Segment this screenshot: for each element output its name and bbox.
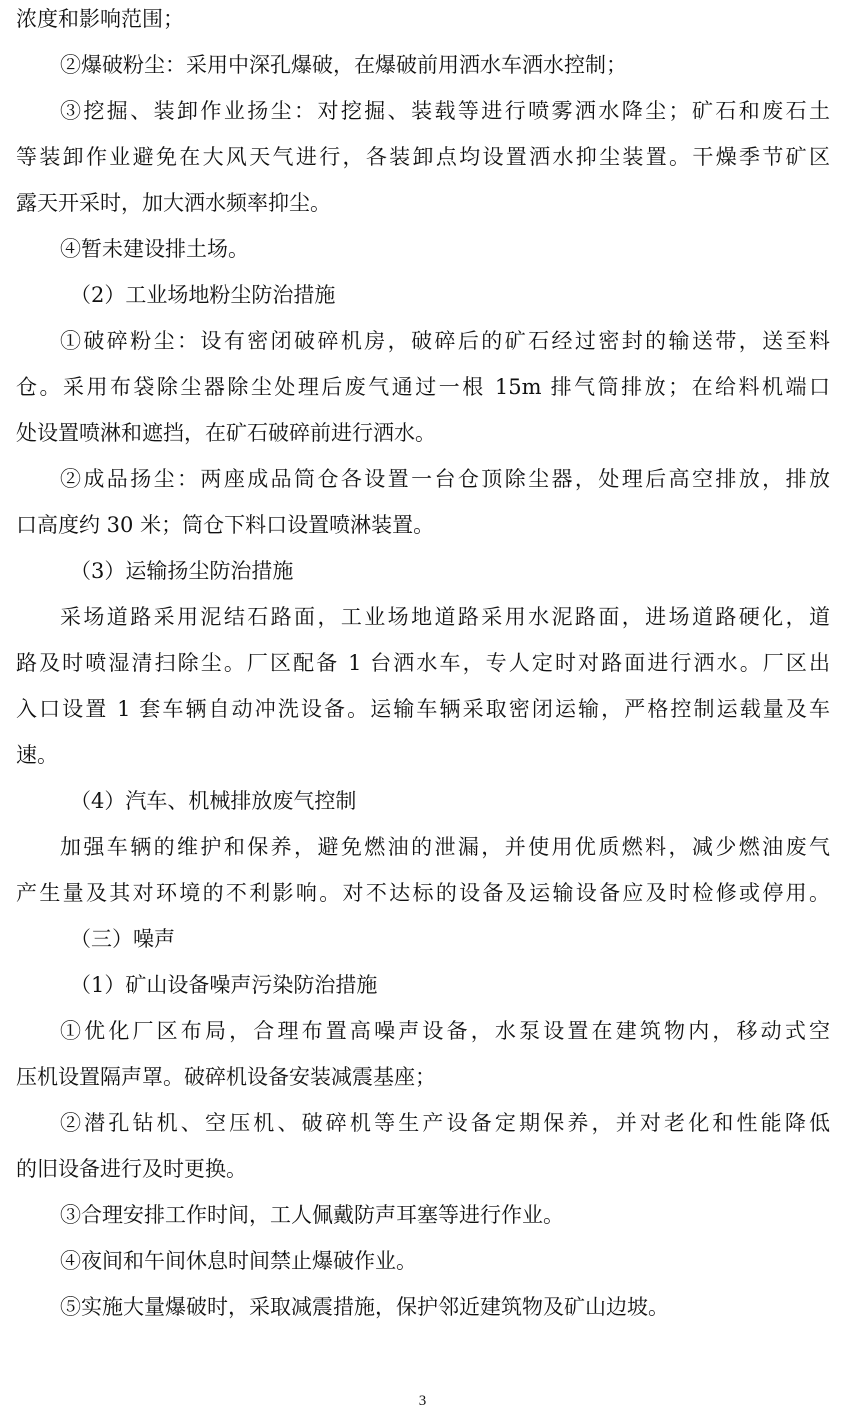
text-line: 露天开采时，加大洒水频率抑尘。: [16, 191, 331, 215]
text-line: 的旧设备进行及时更换。: [16, 1157, 247, 1181]
text-line: 浓度和影响范围；: [16, 7, 184, 31]
text-line: ①优化厂区布局，合理布置高噪声设备，水泵设置在建筑物内，移动式空: [60, 1019, 830, 1043]
body-text: [16, 0, 830, 1334]
text-line: 产生量及其对环境的不利影响。对不达标的设备及运输设备应及时检修或停用。: [16, 881, 830, 905]
section-heading: （3）运输扬尘防治措施: [70, 559, 294, 583]
text-line: 口高度约 30 米；筒仓下料口设置喷淋装置。: [16, 513, 435, 537]
text-line: ④夜间和午间休息时间禁止爆破作业。: [60, 1249, 417, 1273]
text-line: ②潜孔钻机、空压机、破碎机等生产设备定期保养，并对老化和性能降低: [60, 1111, 830, 1135]
text-line: ⑤实施大量爆破时，采取减震措施，保护邻近建筑物及矿山边坡。: [60, 1295, 669, 1319]
text-line: 加强车辆的维护和保养，避免燃油的泄漏，并使用优质燃料，减少燃油废气: [60, 835, 830, 859]
text-line: 等装卸作业避免在大风天气进行，各装卸点均设置洒水抑尘装置。干燥季节矿区: [16, 145, 830, 169]
text-line: ②爆破粉尘：采用中深孔爆破，在爆破前用洒水车洒水控制；: [60, 53, 627, 77]
text-line: ④暂未建设排土场。: [60, 237, 249, 261]
text-line: 速。: [16, 743, 58, 767]
text-line: ②成品扬尘：两座成品筒仓各设置一台仓顶除尘器，处理后高空排放，排放: [60, 467, 830, 491]
text-line: 入口设置 1 套车辆自动冲洗设备。运输车辆采取密闭运输，严格控制运载量及车: [16, 697, 830, 721]
text-line: ③合理安排工作时间，工人佩戴防声耳塞等进行作业。: [60, 1203, 564, 1227]
section-heading: （2）工业场地粉尘防治措施: [70, 283, 336, 307]
section-heading: （4）汽车、机械排放废气控制: [70, 789, 357, 813]
text-line: 压机设置隔声罩。破碎机设备安装减震基座；: [16, 1065, 436, 1089]
text-line: ③挖掘、装卸作业扬尘：对挖掘、装载等进行喷雾洒水降尘；矿石和废石土: [60, 99, 830, 123]
section-heading: （1）矿山设备噪声污染防治措施: [70, 973, 378, 997]
text-line: 采场道路采用泥结石路面，工业场地道路采用水泥路面，进场道路硬化，道: [60, 605, 830, 629]
text-line: 路及时喷湿清扫除尘。厂区配备 1 台洒水车，专人定时对路面进行洒水。厂区出: [16, 651, 830, 675]
text-line: 仓。采用布袋除尘器除尘处理后废气通过一根 15m 排气筒排放；在给料机端口: [16, 375, 830, 399]
text-line: ①破碎粉尘：设有密闭破碎机房，破碎后的矿石经过密封的输送带，送至料: [60, 329, 830, 353]
text-line: 处设置喷淋和遮挡，在矿石破碎前进行洒水。: [16, 421, 436, 445]
page-number: 3: [418, 1393, 427, 1409]
section-heading: （三）噪声: [70, 927, 175, 951]
